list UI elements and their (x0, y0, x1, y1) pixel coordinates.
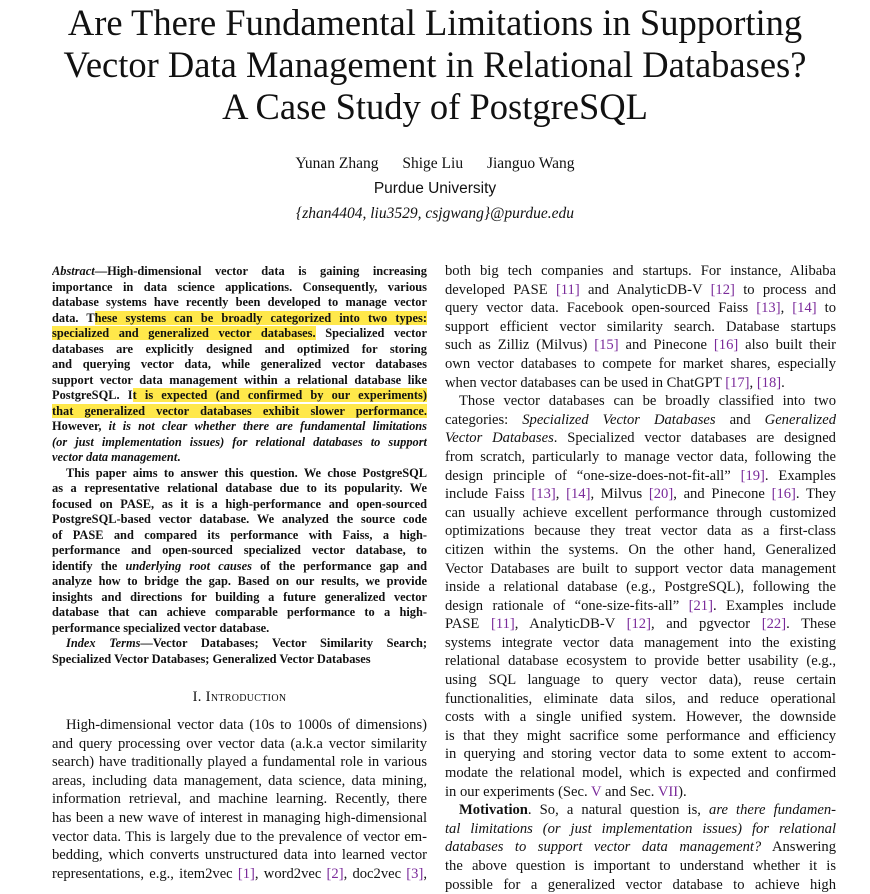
citation-link[interactable]: [11] (555, 281, 580, 298)
text-segment: . Examples (764, 467, 836, 484)
text-segment: Answering (761, 839, 836, 856)
text-line (52, 295, 427, 311)
citation-link[interactable]: [14] (792, 300, 817, 317)
text-segment: developed PASE (445, 281, 556, 298)
author-list (0, 155, 870, 173)
text-segment: vector data management (52, 450, 178, 464)
text-segment: Vector Databases are built to support vector data management (445, 560, 836, 577)
text-segment: importance in data science applications. Consequently, various (52, 279, 427, 294)
text-segment: has been a new wave of interest in managing high-dimensional (52, 809, 427, 826)
text-segment: , and pgvector (650, 616, 762, 633)
text-segment: , (555, 486, 567, 503)
text-segment: using SQL language to query vector data), reuse certain (445, 672, 836, 689)
text-segment: as a representative relational database due to its popularity. We (52, 481, 427, 495)
title-line: Vector Data Management in Relational Databases? (63, 44, 807, 85)
text-line (445, 355, 836, 374)
text-line (52, 559, 427, 575)
text-line (52, 357, 427, 373)
text-line (445, 392, 836, 411)
text-line (52, 809, 427, 828)
text-line (52, 846, 427, 865)
author-emails: {zhan4404, liu3529, csjgwang}@purdue.edu (296, 205, 574, 222)
text-line (52, 466, 427, 482)
citation-link[interactable]: [17] (725, 374, 750, 391)
text-line (52, 373, 427, 389)
title-line: A Case Study of PostgreSQL (222, 86, 648, 127)
text-segment: possible for a generalized vector database to achieve high (445, 876, 836, 893)
text-line (445, 783, 836, 802)
citation-link[interactable]: [2] (326, 865, 344, 882)
introduction-left-column (52, 716, 427, 883)
text-line (52, 735, 427, 754)
text-line (445, 504, 836, 523)
text-segment: Specialized vector (315, 326, 427, 340)
text-segment: . Examples include (712, 597, 836, 614)
text-line (52, 605, 427, 621)
text-line (52, 636, 427, 652)
text-segment: However, (52, 419, 109, 433)
text-line (52, 716, 427, 735)
text-segment: , (423, 865, 427, 882)
text-segment: performance specialized vector database. (52, 620, 270, 635)
text-segment: data. T (52, 310, 95, 325)
citation-link[interactable]: [16] (771, 486, 796, 503)
citation-link[interactable]: [19] (740, 467, 765, 484)
text-segment: to process and (734, 281, 836, 298)
text-segment: PostgreSQL. I (52, 388, 133, 402)
text-line (445, 318, 836, 337)
text-segment: and AnalyticDB-V (579, 281, 711, 298)
text-line (52, 772, 427, 791)
text-line (445, 764, 836, 783)
abstract (52, 264, 427, 667)
citation-link[interactable]: VII (657, 783, 679, 800)
text-segment: design rationale of “one-size-fits-all” (445, 597, 689, 614)
text-line (445, 690, 836, 709)
author: Shige Liu (402, 155, 464, 172)
citation-link[interactable]: [15] (594, 337, 619, 354)
text-line (445, 671, 836, 690)
text-line (445, 448, 836, 467)
text-line (52, 342, 427, 358)
text-line (52, 326, 427, 342)
text-line (445, 876, 836, 894)
text-line (52, 512, 427, 528)
text-segment: include Faiss (445, 486, 532, 503)
text-segment: Index Terms (66, 636, 141, 650)
text-segment: (or just implementation issues) for relational databases to support (52, 434, 427, 449)
author: Jianguo Wang (486, 155, 575, 172)
text-segment: PASE (445, 616, 492, 633)
text-segment: also built their (738, 337, 836, 354)
text-segment: underlying root causes (125, 558, 252, 573)
text-segment: tal limitations (or just implementation issues) for relational (445, 820, 836, 837)
text-segment: it is not clear whether there are fundamental limitations (108, 419, 427, 433)
text-line (445, 262, 836, 281)
text-line (445, 597, 836, 616)
text-segment: focused on PASE, as it is a high-performance and open-sourced (52, 496, 427, 511)
text-segment: search) have traditionally played a fundamental role in various (52, 754, 427, 771)
text-segment: in querying and storing vector data to some extent to accom- (445, 746, 836, 763)
text-segment: query vector data. Facebook open-sourced Faiss (445, 300, 757, 317)
text-line (445, 485, 836, 504)
text-segment: both big tech companies and startups. For instance, Alibaba (445, 263, 836, 279)
text-line (445, 708, 836, 727)
citation-link[interactable]: [12] (710, 281, 735, 298)
text-line (445, 801, 836, 820)
text-line (52, 753, 427, 772)
text-segment: ). (678, 783, 687, 800)
text-segment: of the performance gap and (251, 558, 427, 573)
text-segment: representations, e.g., item2vec (52, 865, 238, 882)
text-segment: is that they might sacrifice some performance and efficiency (445, 727, 836, 744)
text-segment: —Vector Databases; Vector Similarity Search; (140, 636, 427, 650)
citation-link[interactable]: [13] (756, 300, 781, 317)
text-segment: Motivation (459, 802, 528, 819)
paper-title (0, 2, 870, 128)
text-segment: databases to support vector data management? (445, 839, 762, 856)
text-line (52, 574, 427, 590)
text-segment: and Sec. (601, 783, 658, 800)
text-segment: information retrieval, and machine learning. Recently, there (52, 791, 427, 808)
text-line (445, 615, 836, 634)
text-line (52, 388, 427, 404)
text-segment: to (816, 300, 836, 317)
text-line (52, 828, 427, 847)
text-segment: . (177, 450, 181, 464)
text-segment: modate the relational model, which is expected and confirmed (445, 765, 836, 782)
text-line (52, 419, 427, 435)
text-segment: analyze how to bridge the gap. Based on our results, we provide (52, 574, 427, 588)
text-segment: optimizations because they treat vector data as a first-class (445, 523, 836, 540)
text-line (52, 865, 427, 884)
text-line (445, 578, 836, 597)
text-segment: and query processing over vector data (a.k.a vector similarity (52, 735, 427, 752)
section-heading-introduction: I. Introduction (192, 689, 287, 705)
text-segment: performance and open-sourced specialized vector database, to (52, 543, 427, 557)
text-segment: , doc2vec (343, 865, 407, 882)
introduction-right-column (445, 262, 836, 894)
text-segment: when vector databases can be used in ChatGPT (445, 374, 726, 391)
citation-link[interactable]: [12] (626, 616, 651, 633)
text-segment: Abstract (52, 264, 95, 278)
text-segment: support vector data management within a relational database like (52, 372, 427, 387)
text-line (445, 336, 836, 355)
text-segment: costs with a single unified system. However, the downside (445, 709, 836, 726)
text-segment: Generalized (764, 411, 836, 428)
text-segment: PostgreSQL-based vector database. We analyzed the source code (52, 512, 427, 526)
text-segment: . These (786, 616, 836, 633)
text-line (52, 481, 427, 497)
text-segment: such as Zilliz (Milvus) (445, 337, 595, 354)
citation-link[interactable]: V (591, 783, 602, 800)
text-segment: , (780, 300, 793, 317)
text-segment: High-dimensional vector data (10s to 1000s of dimensions) (66, 717, 427, 733)
text-segment: , AnalyticDB-V (514, 616, 627, 633)
text-line (445, 429, 836, 448)
text-line (52, 450, 427, 466)
citation-link[interactable]: [16] (713, 337, 739, 354)
text-segment: identify the (52, 558, 126, 573)
text-segment: design principle of “one-size-does-not-fit-all” (445, 467, 741, 484)
text-segment: , Milvus (590, 486, 649, 503)
text-line (52, 264, 427, 280)
text-line (445, 857, 836, 876)
text-line (52, 404, 427, 420)
text-line (445, 467, 836, 486)
text-segment: support efficient vector similarity search. Database startups (445, 318, 836, 335)
affiliation: Purdue University (373, 180, 497, 197)
text-line (445, 281, 836, 300)
text-segment: , word2vec (254, 865, 327, 882)
text-line (52, 543, 427, 559)
citation-link[interactable]: [22] (761, 616, 787, 633)
text-line (52, 311, 427, 327)
text-line (445, 560, 836, 579)
text-line (52, 621, 427, 637)
text-segment: are there fundamen- (709, 802, 836, 819)
text-line (445, 374, 836, 393)
author: Yunan Zhang (295, 155, 379, 172)
text-segment: database systems have recently been developed to manage vector (52, 295, 427, 309)
text-segment: . Specialized vector databases are designed (553, 430, 836, 447)
citation-link[interactable]: [13] (531, 486, 556, 503)
text-line (445, 541, 836, 560)
text-line (52, 497, 427, 513)
text-segment: , and Pinecone (673, 486, 772, 503)
text-segment: This paper aims to answer this question. We chose PostgreSQL (66, 465, 427, 480)
text-segment: vector data. This is largely due to the prevalence of vector em- (52, 828, 427, 845)
text-line (445, 634, 836, 653)
text-line (445, 522, 836, 541)
citation-link[interactable]: [14] (566, 486, 591, 503)
citation-link[interactable]: [20] (648, 486, 674, 503)
text-line (445, 652, 836, 671)
highlighted-text: hese systems can be broadly categorized into two types: (94, 310, 427, 325)
text-segment: relational database ecosystem to provide better usability (e.g., (445, 653, 836, 670)
text-line (52, 790, 427, 809)
text-segment: . They (795, 486, 836, 503)
text-segment: Specialized Vector Databases; Generalized Vector Databases (52, 651, 371, 666)
text-segment: Those vector databases can be broadly classified into two (459, 393, 836, 410)
text-segment: can usually achieve excellent performance through customized (445, 504, 836, 521)
citation-link[interactable]: [18] (756, 374, 782, 391)
text-segment: . (781, 374, 785, 391)
text-segment: and (715, 411, 765, 428)
text-line (445, 820, 836, 839)
text-line (445, 838, 836, 857)
text-segment: and Pinecone (618, 337, 714, 354)
text-line (52, 435, 427, 451)
text-segment: . So, a natural question is, (527, 802, 710, 819)
title-line: Are There Fundamental Limitations in Supporting (67, 2, 803, 43)
text-segment: areas, including data management, data science, data mining, (52, 772, 427, 789)
text-segment: and querying vector data, while generalized vector databases (52, 357, 427, 371)
text-line (445, 745, 836, 764)
text-segment: databases are explicitly designed and optimized for storing (52, 341, 427, 356)
highlighted-text: that generalized vector databases exhibit slower performance. (52, 403, 427, 418)
text-segment: inside a relational database (e.g., PostgreSQL), following the (445, 579, 836, 596)
text-segment: , (749, 374, 757, 391)
text-line (52, 652, 427, 668)
text-segment: —High-dimensional vector data is gaining increasing (94, 264, 427, 278)
text-line (52, 590, 427, 606)
text-segment: Specialized Vector Databases (522, 411, 716, 428)
text-segment: Vector Databases (445, 430, 554, 447)
text-segment: systems integrate vector data management into the existing (445, 634, 836, 651)
text-segment: categories: (445, 411, 523, 428)
text-segment: functionalities, eliminate data silos, and reduce operational (445, 690, 836, 707)
highlighted-text: t is expected (and confirmed by our experiments) (132, 388, 427, 402)
text-segment: own vector databases to compete for market shares, especially (445, 355, 836, 372)
text-line (445, 299, 836, 318)
text-segment: in our experiments (Sec. (445, 783, 592, 800)
text-segment: database that can achieve comparable performance to a high- (52, 605, 427, 619)
text-line (445, 727, 836, 746)
text-segment: citizen within the systems. On the other hand, Generalized (445, 541, 836, 558)
text-segment: from scratch, particularly to manage vector data, following the (445, 448, 836, 465)
text-line (445, 411, 836, 430)
citation-link[interactable]: [1] (237, 865, 255, 882)
text-segment: the above question is important to understand whether it is (445, 858, 836, 874)
text-segment: insights and directions for building a future generalized vector (52, 589, 427, 604)
citation-link[interactable]: [21] (688, 597, 713, 614)
text-line (52, 528, 427, 544)
text-segment: bedding, which converts unstructured data into learned vector (52, 847, 427, 864)
citation-link[interactable]: [11] (491, 616, 515, 633)
text-line (52, 280, 427, 296)
text-segment: of PASE and compared its performance with Faiss, a high- (52, 527, 427, 542)
highlighted-text: specialized and generalized vector databases. (52, 326, 316, 340)
citation-link[interactable]: [3] (406, 865, 424, 882)
